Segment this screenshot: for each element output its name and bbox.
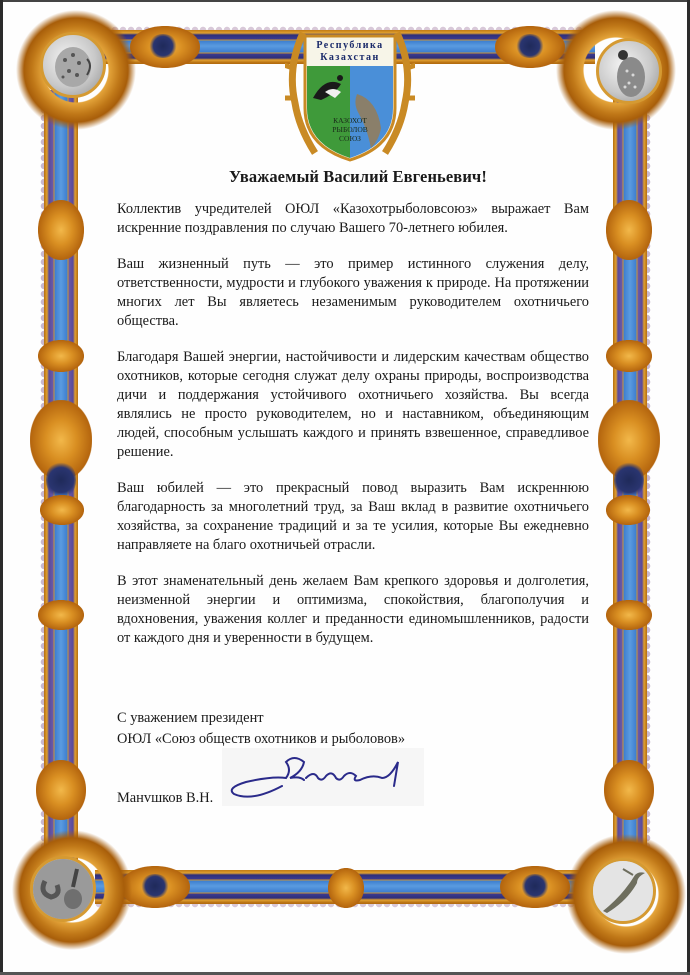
frame-ornament — [614, 460, 644, 500]
signer-name: Манvшков В.Н. — [117, 790, 214, 806]
letter-body — [117, 167, 589, 665]
letter-paragraph-3: Благодаря Вашей энергии, настойчивости и лидерским качествам общество охотников, которые сегодня служат делу охраны природы, воспроизводства дичи и поддержания устойчивого охотничьего хозяйства. Вы всегда являлись не просто руководителем, но и наставником, объединяющим людей, способным услышать каждого и принять взвешенное, справедливое решение. — [117, 349, 589, 460]
closing-line-1: С уважением президент — [117, 710, 264, 726]
emblem-shield-text-1: КАЗОХОТ — [333, 116, 367, 125]
frame-ornament — [38, 200, 84, 260]
frame-ornament — [46, 460, 76, 500]
closing-line-2: ОЮЛ «Союз обществ охотников и рыболовов» — [117, 731, 406, 747]
letter-paragraph-4: Ваш юбилей — это прекрасный повод выразить Вам искреннюю благодарность за многолетний труд, за Ваш вклад в развитие охотничьего хозяйства, за сохранение традиций и за те усилия, которые Вы ежедневно направляете на благо охотничьей отрасли. — [117, 480, 589, 553]
handwritten-signature — [222, 748, 424, 806]
snow-leopard-icon — [43, 35, 103, 95]
frame-ornament — [38, 600, 84, 630]
frame-ornament — [606, 340, 652, 372]
emblem-shield-icon — [285, 28, 415, 163]
signature-icon — [222, 748, 424, 806]
kazokhotrybolovsoyuz-emblem — [285, 28, 415, 163]
emblem-text-republic: Республика — [316, 40, 384, 51]
frame-ornament — [328, 868, 364, 908]
frame-ornament — [520, 874, 550, 898]
frame-ornament — [140, 874, 170, 898]
letter-paragraph-2: Ваш жизненный путь — это пример истинного служения делу, ответственности, мудрости и глубокого уважения к природе. На протяжении многих лет Вы являетесь незаменимым руководителем охотничьего общества. — [117, 256, 589, 329]
frame-ornament — [604, 760, 654, 820]
sturgeon-medallion — [590, 858, 656, 924]
frame-ornament — [606, 200, 652, 260]
letter-paragraph-5: В этот знаменательный день желаем Вам крепкого здоровья и долголетия, неизменной энергии и оптимизма, спокойствия, благополучия и вдохновения, уважения коллег и преданности единомышленников, радости от каждого дня и уверенности в будущем. — [117, 573, 589, 646]
emblem-shield-text-3: СОЮЗ — [339, 134, 361, 143]
closing-block — [117, 708, 405, 750]
frame-ornament — [40, 495, 84, 525]
letter-greeting: Уважаемый Василий Евгеньевич! — [229, 167, 487, 186]
falcon-icon — [599, 41, 659, 101]
argali-ram-medallion — [30, 856, 96, 922]
falcon-medallion — [596, 38, 662, 104]
frame-ornament — [515, 34, 545, 58]
ram-icon — [33, 859, 93, 919]
emblem-shield-text-2: РЫБОЛОВ — [332, 125, 368, 134]
frame-ornament — [606, 495, 650, 525]
sturgeon-icon — [593, 861, 653, 921]
frame-ornament — [606, 600, 652, 630]
frame-ornament — [148, 34, 178, 58]
frame-ornament — [36, 760, 86, 820]
emblem-text-kazakhstan: Казахстан — [320, 52, 380, 63]
frame-ornament — [38, 340, 84, 372]
letter-paragraph-1: Коллектив учредителей ОЮЛ «Казохотрыболовсоюз» выражает Вам искренние поздравления по случаю Вашего 70-летнего юбилея. — [117, 201, 589, 236]
snow-leopard-medallion — [40, 32, 106, 98]
